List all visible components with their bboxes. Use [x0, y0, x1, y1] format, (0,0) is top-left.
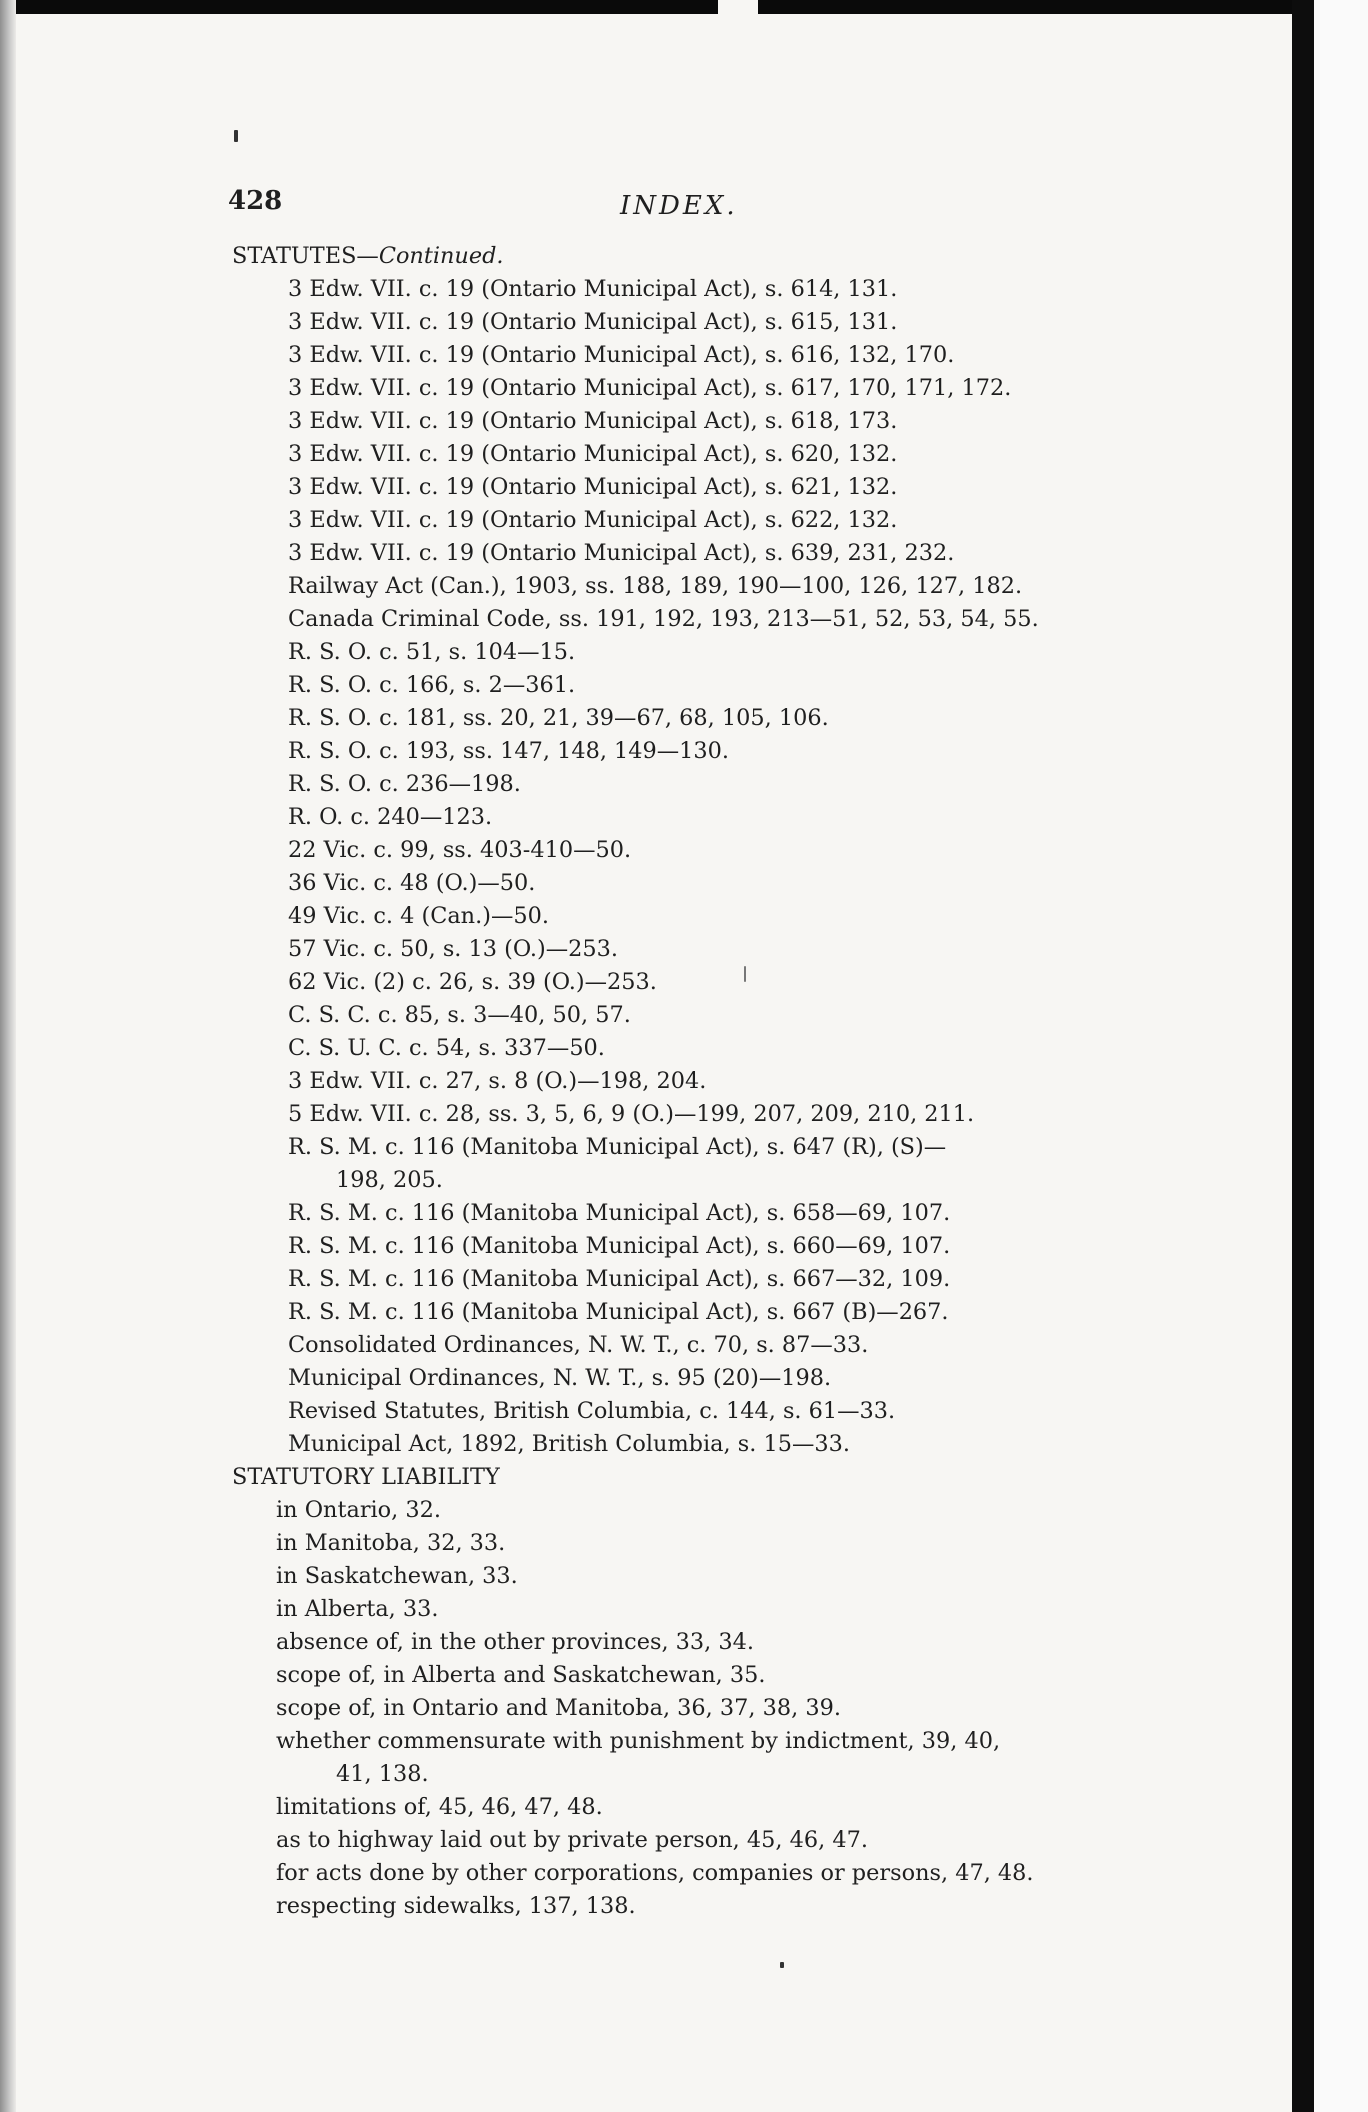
statute-entry: Railway Act (Can.), 1903, ss. 188, 189, 190—100, 126, 127, 182. [288, 573, 1023, 599]
statute-entry: R. S. O. c. 181, ss. 20, 21, 39—67, 68, 105, 106. [288, 705, 829, 731]
statute-entry: 3 Edw. VII. c. 19 (Ontario Municipal Act), s. 617, 170, 171, 172. [288, 375, 1012, 401]
statute-entry: 3 Edw. VII. c. 27, s. 8 (O.)—198, 204. [288, 1068, 707, 1094]
statute-entry: Municipal Ordinances, N. W. T., s. 95 (20)—198. [288, 1365, 832, 1391]
statute-entry: C. S. C. c. 85, s. 3—40, 50, 57. [288, 1002, 631, 1028]
statute-entry: 3 Edw. VII. c. 19 (Ontario Municipal Act), s. 622, 132. [288, 507, 898, 533]
liability-entry: in Saskatchewan, 33. [276, 1563, 518, 1589]
scan-top-border [0, 0, 1368, 14]
scan-left-edge [0, 0, 16, 2112]
liability-entry: scope of, in Alberta and Saskatchewan, 35. [276, 1662, 766, 1688]
statute-entry: R. S. O. c. 51, s. 104—15. [288, 639, 576, 665]
statute-entry: 57 Vic. c. 50, s. 13 (O.)—253. [288, 936, 619, 962]
statutes-heading-text: STATUTES— [232, 243, 379, 269]
statute-entry: 3 Edw. VII. c. 19 (Ontario Municipal Act), s. 618, 173. [288, 408, 898, 434]
scan-right-margin [1314, 0, 1368, 2112]
statute-entry: R. S. M. c. 116 (Manitoba Municipal Act), s. 667 (B)—267. [288, 1299, 949, 1325]
running-head: INDEX. [620, 191, 738, 221]
statute-entry: 3 Edw. VII. c. 19 (Ontario Municipal Act), s. 615, 131. [288, 309, 898, 335]
stray-mark-top [234, 130, 238, 142]
statute-entry: 49 Vic. c. 4 (Can.)—50. [288, 903, 549, 929]
statute-entry: Canada Criminal Code, ss. 191, 192, 193, 213—51, 52, 53, 54, 55. [288, 606, 1039, 632]
statute-entry: R. S. M. c. 116 (Manitoba Municipal Act), s. 660—69, 107. [288, 1233, 951, 1259]
statutes-heading [232, 240, 1262, 273]
statute-entry: 3 Edw. VII. c. 19 (Ontario Municipal Act), s. 621, 132. [288, 474, 898, 500]
statute-entry: 5 Edw. VII. c. 28, ss. 3, 5, 6, 9 (O.)—199, 207, 209, 210, 211. [288, 1101, 975, 1127]
liability-entry: for acts done by other corporations, companies or persons, 47, 48. [276, 1860, 1034, 1886]
liability-entry-continuation: 41, 138. [336, 1761, 429, 1787]
statute-entry: 3 Edw. VII. c. 19 (Ontario Municipal Act), s. 639, 231, 232. [288, 540, 955, 566]
liability-entry: in Ontario, 32. [276, 1497, 442, 1523]
page-number: 428 [228, 186, 283, 216]
liability-entry: in Manitoba, 32, 33. [276, 1530, 506, 1556]
statute-entry: R. O. c. 240—123. [288, 804, 493, 830]
scan-right-border [1292, 0, 1314, 2112]
liability-entry: whether commensurate with punishment by indictment, 39, 40, [276, 1728, 1001, 1754]
statute-entry: R. S. O. c. 236—198. [288, 771, 521, 797]
statute-entry: R. S. M. c. 116 (Manitoba Municipal Act), s. 658—69, 107. [288, 1200, 951, 1226]
statute-entry: R. S. O. c. 193, ss. 147, 148, 149—130. [288, 738, 730, 764]
statute-entry: R. S. M. c. 116 (Manitoba Municipal Act), s. 647 (R), (S)— [288, 1134, 947, 1160]
statute-entry: C. S. U. C. c. 54, s. 337—50. [288, 1035, 605, 1061]
liability-entry: in Alberta, 33. [276, 1596, 439, 1622]
liability-entry: respecting sidewalks, 137, 138. [276, 1893, 636, 1919]
statute-entry: 3 Edw. VII. c. 19 (Ontario Municipal Act), s. 614, 131. [288, 276, 898, 302]
stray-mark-bottom [780, 1962, 784, 1968]
statute-entry: R. S. M. c. 116 (Manitoba Municipal Act), s. 667—32, 109. [288, 1266, 951, 1292]
liability-entry: scope of, in Ontario and Manitoba, 36, 37, 38, 39. [276, 1695, 841, 1721]
index-list [232, 240, 1262, 1923]
liability-entry: as to highway laid out by private person, 45, 46, 47. [276, 1827, 868, 1853]
statute-entry: 3 Edw. VII. c. 19 (Ontario Municipal Act), s. 616, 132, 170. [288, 342, 955, 368]
statute-entry: 3 Edw. VII. c. 19 (Ontario Municipal Act), s. 620, 132. [288, 441, 898, 467]
statute-entry: Revised Statutes, British Columbia, c. 144, s. 61—33. [288, 1398, 896, 1424]
statute-entry: 36 Vic. c. 48 (O.)—50. [288, 870, 536, 896]
statute-entry: Consolidated Ordinances, N. W. T., c. 70, s. 87—33. [288, 1332, 869, 1358]
statute-entry: Municipal Act, 1892, British Columbia, s. 15—33. [288, 1431, 850, 1457]
statute-entry: 62 Vic. (2) c. 26, s. 39 (O.)—253. [288, 969, 657, 995]
statute-entry-continuation: 198, 205. [336, 1167, 443, 1193]
liability-entry: limitations of, 45, 46, 47, 48. [276, 1794, 603, 1820]
statute-entry: R. S. O. c. 166, s. 2—361. [288, 672, 576, 698]
continued-label: Continued. [378, 243, 504, 269]
scan-top-gap [718, 0, 758, 14]
statutory-liability-heading: STATUTORY LIABILITY [232, 1464, 500, 1490]
statute-entry: 22 Vic. c. 99, ss. 403-410—50. [288, 837, 632, 863]
liability-entry: absence of, in the other provinces, 33, 34. [276, 1629, 755, 1655]
